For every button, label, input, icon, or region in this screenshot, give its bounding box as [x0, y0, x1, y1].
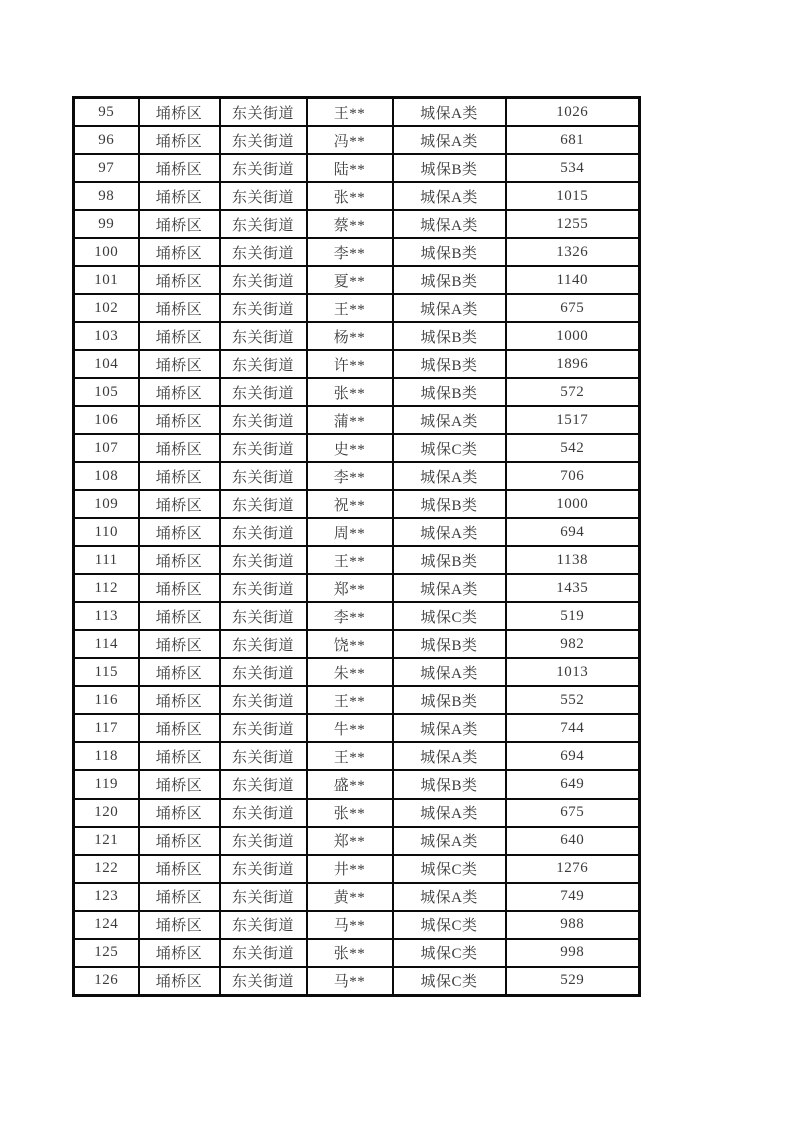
row-number-cell: 109 [74, 490, 139, 518]
person-name-cell: 马** [307, 911, 393, 939]
category-cell: 城保C类 [393, 911, 506, 939]
row-number-cell: 96 [74, 126, 139, 154]
row-number-cell: 119 [74, 770, 139, 798]
table-body [74, 98, 640, 996]
row-number-cell: 118 [74, 742, 139, 770]
table-row [74, 350, 640, 378]
table-row [74, 154, 640, 182]
street-cell: 东关街道 [220, 238, 307, 266]
table-row [74, 238, 640, 266]
table-row [74, 574, 640, 602]
table-row [74, 630, 640, 658]
street-cell: 东关街道 [220, 518, 307, 546]
row-number-cell: 97 [74, 154, 139, 182]
street-cell: 东关街道 [220, 154, 307, 182]
category-cell: 城保A类 [393, 210, 506, 238]
row-number-cell: 114 [74, 630, 139, 658]
category-cell: 城保A类 [393, 658, 506, 686]
person-name-cell: 张** [307, 378, 393, 406]
person-name-cell: 李** [307, 602, 393, 630]
table-row [74, 855, 640, 883]
district-cell: 埇桥区 [139, 266, 220, 294]
category-cell: 城保A类 [393, 126, 506, 154]
street-cell: 东关街道 [220, 546, 307, 574]
person-name-cell: 盛** [307, 770, 393, 798]
category-cell: 城保A类 [393, 714, 506, 742]
street-cell: 东关街道 [220, 855, 307, 883]
table-row [74, 462, 640, 490]
district-cell: 埇桥区 [139, 378, 220, 406]
category-cell: 城保C类 [393, 602, 506, 630]
category-cell: 城保B类 [393, 378, 506, 406]
person-name-cell: 朱** [307, 658, 393, 686]
district-cell: 埇桥区 [139, 911, 220, 939]
row-number-cell: 126 [74, 967, 139, 996]
category-cell: 城保B类 [393, 546, 506, 574]
row-number-cell: 101 [74, 266, 139, 294]
amount-cell: 675 [506, 294, 640, 322]
category-cell: 城保A类 [393, 883, 506, 911]
street-cell: 东关街道 [220, 967, 307, 996]
street-cell: 东关街道 [220, 658, 307, 686]
district-cell: 埇桥区 [139, 546, 220, 574]
person-name-cell: 井** [307, 855, 393, 883]
district-cell: 埇桥区 [139, 770, 220, 798]
row-number-cell: 103 [74, 322, 139, 350]
row-number-cell: 111 [74, 546, 139, 574]
district-cell: 埇桥区 [139, 434, 220, 462]
table-row [74, 827, 640, 855]
street-cell: 东关街道 [220, 939, 307, 967]
category-cell: 城保B类 [393, 238, 506, 266]
person-name-cell: 许** [307, 350, 393, 378]
row-number-cell: 110 [74, 518, 139, 546]
street-cell: 东关街道 [220, 210, 307, 238]
street-cell: 东关街道 [220, 714, 307, 742]
person-name-cell: 张** [307, 799, 393, 827]
amount-cell: 749 [506, 883, 640, 911]
street-cell: 东关街道 [220, 98, 307, 127]
category-cell: 城保B类 [393, 686, 506, 714]
district-cell: 埇桥区 [139, 490, 220, 518]
row-number-cell: 122 [74, 855, 139, 883]
street-cell: 东关街道 [220, 322, 307, 350]
row-number-cell: 107 [74, 434, 139, 462]
street-cell: 东关街道 [220, 742, 307, 770]
row-number-cell: 116 [74, 686, 139, 714]
category-cell: 城保B类 [393, 322, 506, 350]
person-name-cell: 郑** [307, 574, 393, 602]
person-name-cell: 张** [307, 182, 393, 210]
person-name-cell: 黄** [307, 883, 393, 911]
amount-cell: 542 [506, 434, 640, 462]
street-cell: 东关街道 [220, 434, 307, 462]
table-row [74, 546, 640, 574]
amount-cell: 529 [506, 967, 640, 996]
person-name-cell: 蔡** [307, 210, 393, 238]
amount-cell: 1896 [506, 350, 640, 378]
district-cell: 埇桥区 [139, 518, 220, 546]
district-cell: 埇桥区 [139, 855, 220, 883]
district-cell: 埇桥区 [139, 883, 220, 911]
row-number-cell: 105 [74, 378, 139, 406]
row-number-cell: 125 [74, 939, 139, 967]
person-name-cell: 王** [307, 546, 393, 574]
amount-cell: 982 [506, 630, 640, 658]
table-row [74, 742, 640, 770]
amount-cell: 534 [506, 154, 640, 182]
category-cell: 城保C类 [393, 939, 506, 967]
district-cell: 埇桥区 [139, 658, 220, 686]
category-cell: 城保C类 [393, 967, 506, 996]
table-row [74, 406, 640, 434]
table-row [74, 939, 640, 967]
person-name-cell: 马** [307, 967, 393, 996]
person-name-cell: 冯** [307, 126, 393, 154]
district-cell: 埇桥区 [139, 967, 220, 996]
district-cell: 埇桥区 [139, 182, 220, 210]
person-name-cell: 周** [307, 518, 393, 546]
street-cell: 东关街道 [220, 462, 307, 490]
amount-cell: 694 [506, 518, 640, 546]
category-cell: 城保A类 [393, 462, 506, 490]
street-cell: 东关街道 [220, 827, 307, 855]
street-cell: 东关街道 [220, 799, 307, 827]
amount-cell: 1326 [506, 238, 640, 266]
amount-cell: 681 [506, 126, 640, 154]
row-number-cell: 120 [74, 799, 139, 827]
benefit-roster-table [72, 96, 641, 997]
person-name-cell: 祝** [307, 490, 393, 518]
amount-cell: 706 [506, 462, 640, 490]
district-cell: 埇桥区 [139, 350, 220, 378]
category-cell: 城保A类 [393, 799, 506, 827]
table-row [74, 967, 640, 996]
category-cell: 城保C类 [393, 434, 506, 462]
table-row [74, 714, 640, 742]
person-name-cell: 夏** [307, 266, 393, 294]
table-row [74, 518, 640, 546]
district-cell: 埇桥区 [139, 602, 220, 630]
row-number-cell: 100 [74, 238, 139, 266]
person-name-cell: 李** [307, 462, 393, 490]
district-cell: 埇桥区 [139, 154, 220, 182]
category-cell: 城保A类 [393, 518, 506, 546]
person-name-cell: 李** [307, 238, 393, 266]
category-cell: 城保B类 [393, 770, 506, 798]
district-cell: 埇桥区 [139, 939, 220, 967]
district-cell: 埇桥区 [139, 406, 220, 434]
person-name-cell: 王** [307, 98, 393, 127]
row-number-cell: 113 [74, 602, 139, 630]
district-cell: 埇桥区 [139, 98, 220, 127]
table-row [74, 294, 640, 322]
district-cell: 埇桥区 [139, 714, 220, 742]
district-cell: 埇桥区 [139, 827, 220, 855]
street-cell: 东关街道 [220, 630, 307, 658]
row-number-cell: 123 [74, 883, 139, 911]
street-cell: 东关街道 [220, 350, 307, 378]
amount-cell: 1015 [506, 182, 640, 210]
row-number-cell: 98 [74, 182, 139, 210]
category-cell: 城保A类 [393, 574, 506, 602]
amount-cell: 1013 [506, 658, 640, 686]
person-name-cell: 陆** [307, 154, 393, 182]
amount-cell: 998 [506, 939, 640, 967]
district-cell: 埇桥区 [139, 238, 220, 266]
amount-cell: 1255 [506, 210, 640, 238]
table-row [74, 490, 640, 518]
table-row [74, 658, 640, 686]
table-row [74, 126, 640, 154]
amount-cell: 552 [506, 686, 640, 714]
person-name-cell: 蒲** [307, 406, 393, 434]
amount-cell: 519 [506, 602, 640, 630]
street-cell: 东关街道 [220, 574, 307, 602]
category-cell: 城保B类 [393, 630, 506, 658]
district-cell: 埇桥区 [139, 210, 220, 238]
category-cell: 城保A类 [393, 827, 506, 855]
district-cell: 埇桥区 [139, 742, 220, 770]
district-cell: 埇桥区 [139, 126, 220, 154]
person-name-cell: 牛** [307, 714, 393, 742]
table-row [74, 686, 640, 714]
table-row [74, 911, 640, 939]
district-cell: 埇桥区 [139, 294, 220, 322]
amount-cell: 744 [506, 714, 640, 742]
street-cell: 东关街道 [220, 266, 307, 294]
table-row [74, 378, 640, 406]
amount-cell: 1000 [506, 490, 640, 518]
category-cell: 城保A类 [393, 294, 506, 322]
street-cell: 东关街道 [220, 911, 307, 939]
table-row [74, 883, 640, 911]
category-cell: 城保A类 [393, 182, 506, 210]
person-name-cell: 王** [307, 294, 393, 322]
person-name-cell: 张** [307, 939, 393, 967]
district-cell: 埇桥区 [139, 462, 220, 490]
street-cell: 东关街道 [220, 602, 307, 630]
category-cell: 城保A类 [393, 98, 506, 127]
street-cell: 东关街道 [220, 770, 307, 798]
category-cell: 城保B类 [393, 154, 506, 182]
amount-cell: 1138 [506, 546, 640, 574]
person-name-cell: 杨** [307, 322, 393, 350]
row-number-cell: 112 [74, 574, 139, 602]
table-row [74, 770, 640, 798]
category-cell: 城保B类 [393, 490, 506, 518]
amount-cell: 1435 [506, 574, 640, 602]
street-cell: 东关街道 [220, 294, 307, 322]
row-number-cell: 124 [74, 911, 139, 939]
district-cell: 埇桥区 [139, 322, 220, 350]
row-number-cell: 95 [74, 98, 139, 127]
street-cell: 东关街道 [220, 126, 307, 154]
row-number-cell: 121 [74, 827, 139, 855]
amount-cell: 988 [506, 911, 640, 939]
row-number-cell: 99 [74, 210, 139, 238]
row-number-cell: 106 [74, 406, 139, 434]
row-number-cell: 108 [74, 462, 139, 490]
table-row [74, 799, 640, 827]
category-cell: 城保C类 [393, 855, 506, 883]
amount-cell: 1140 [506, 266, 640, 294]
street-cell: 东关街道 [220, 182, 307, 210]
table-row [74, 210, 640, 238]
row-number-cell: 117 [74, 714, 139, 742]
table-row [74, 182, 640, 210]
amount-cell: 1517 [506, 406, 640, 434]
amount-cell: 649 [506, 770, 640, 798]
amount-cell: 1026 [506, 98, 640, 127]
table-row [74, 266, 640, 294]
street-cell: 东关街道 [220, 406, 307, 434]
amount-cell: 694 [506, 742, 640, 770]
street-cell: 东关街道 [220, 883, 307, 911]
table-row [74, 602, 640, 630]
table-row [74, 322, 640, 350]
row-number-cell: 102 [74, 294, 139, 322]
street-cell: 东关街道 [220, 686, 307, 714]
table-row [74, 98, 640, 127]
person-name-cell: 王** [307, 742, 393, 770]
category-cell: 城保B类 [393, 266, 506, 294]
row-number-cell: 115 [74, 658, 139, 686]
category-cell: 城保A类 [393, 406, 506, 434]
district-cell: 埇桥区 [139, 630, 220, 658]
row-number-cell: 104 [74, 350, 139, 378]
amount-cell: 1276 [506, 855, 640, 883]
district-cell: 埇桥区 [139, 574, 220, 602]
person-name-cell: 饶** [307, 630, 393, 658]
street-cell: 东关街道 [220, 378, 307, 406]
district-cell: 埇桥区 [139, 799, 220, 827]
district-cell: 埇桥区 [139, 686, 220, 714]
amount-cell: 675 [506, 799, 640, 827]
category-cell: 城保B类 [393, 350, 506, 378]
person-name-cell: 王** [307, 686, 393, 714]
person-name-cell: 郑** [307, 827, 393, 855]
person-name-cell: 史** [307, 434, 393, 462]
amount-cell: 572 [506, 378, 640, 406]
category-cell: 城保A类 [393, 742, 506, 770]
street-cell: 东关街道 [220, 490, 307, 518]
table-row [74, 434, 640, 462]
amount-cell: 640 [506, 827, 640, 855]
amount-cell: 1000 [506, 322, 640, 350]
